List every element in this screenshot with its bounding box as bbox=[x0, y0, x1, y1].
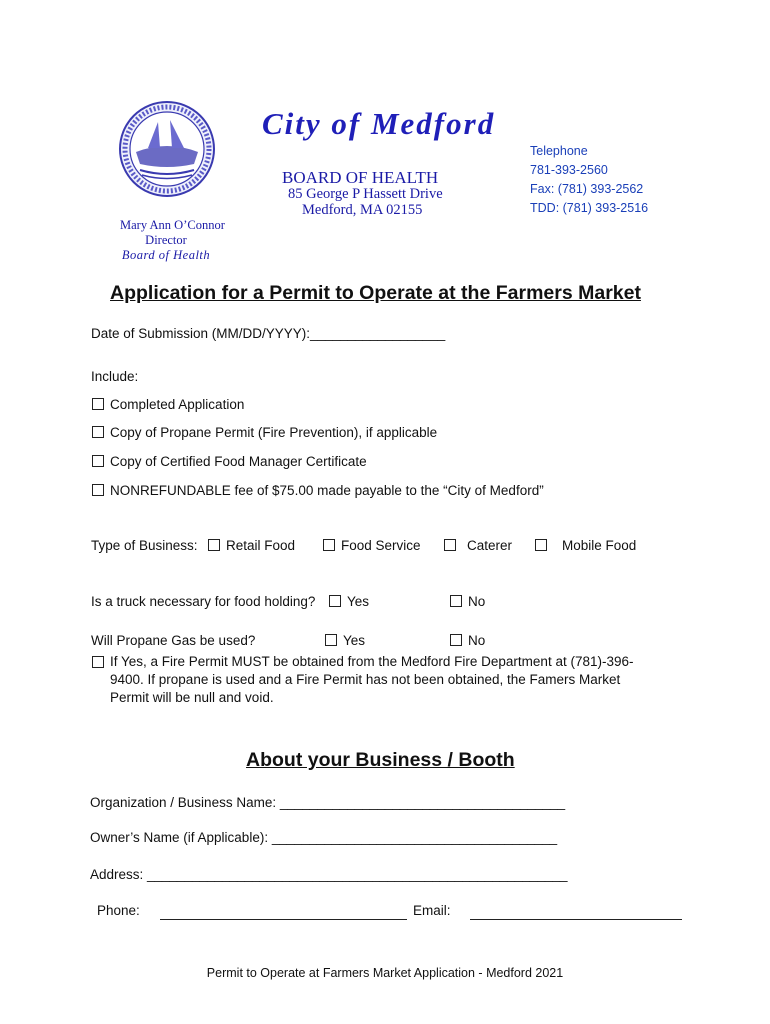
include-item-label: Copy of Propane Permit (Fire Prevention), if applicable bbox=[110, 425, 438, 440]
director-org: Board of Health bbox=[121, 248, 211, 262]
include-item[interactable] bbox=[92, 483, 544, 498]
checkbox[interactable] bbox=[92, 484, 104, 496]
phone-field[interactable] bbox=[160, 919, 407, 920]
truck-question: Is a truck necessary for food holding? bbox=[91, 594, 316, 609]
option-label: Retail Food bbox=[226, 538, 296, 553]
email-label: Email: bbox=[413, 903, 451, 918]
checkbox[interactable] bbox=[92, 656, 104, 668]
submission-date-field[interactable]: Date of Submission (MM/DD/YYYY):__________________ bbox=[91, 326, 446, 341]
city-title: City of Medford bbox=[262, 106, 496, 141]
business-type-label: Type of Business: bbox=[91, 538, 198, 553]
organization-name-field[interactable]: Organization / Business Name: ______________________________________ bbox=[90, 795, 566, 810]
checkbox[interactable] bbox=[208, 539, 220, 551]
business-type-option[interactable] bbox=[444, 538, 512, 553]
propane-question: Will Propane Gas be used? bbox=[91, 633, 256, 648]
board-name: BOARD OF HEALTH bbox=[282, 168, 439, 187]
option-label: Yes bbox=[347, 594, 370, 609]
contact-block bbox=[530, 142, 648, 218]
checkbox[interactable] bbox=[92, 398, 104, 410]
fax-number: Fax: (781) 393-2562 bbox=[530, 182, 644, 196]
truck-yes-option[interactable] bbox=[329, 594, 369, 609]
city-seal-icon bbox=[118, 100, 216, 198]
checkbox[interactable] bbox=[325, 634, 337, 646]
option-label: Caterer bbox=[467, 538, 513, 553]
option-label: Yes bbox=[343, 633, 366, 648]
include-item[interactable] bbox=[92, 425, 437, 440]
option-label: No bbox=[468, 594, 486, 609]
business-section-title: About your Business / Booth bbox=[246, 749, 515, 771]
address-field[interactable]: Address: ________________________________________________________ bbox=[90, 867, 568, 882]
telephone-number: 781-393-2560 bbox=[530, 163, 608, 177]
telephone-label: Telephone bbox=[530, 144, 588, 158]
business-type-option[interactable] bbox=[535, 538, 636, 553]
email-field[interactable] bbox=[470, 919, 682, 920]
business-type-option[interactable] bbox=[323, 538, 421, 553]
director-name: Mary Ann O’Connor bbox=[120, 218, 225, 232]
tdd-number: TDD: (781) 393-2516 bbox=[530, 201, 649, 215]
include-item[interactable] bbox=[92, 454, 367, 469]
checkbox[interactable] bbox=[92, 426, 104, 438]
address-line-1: 85 George P Hassett Drive bbox=[288, 186, 443, 202]
option-label: No bbox=[468, 633, 486, 648]
checkbox[interactable] bbox=[92, 455, 104, 467]
option-label: Food Service bbox=[341, 538, 421, 553]
form-title: Application for a Permit to Operate at the Farmers Market bbox=[110, 282, 641, 304]
director-title: Director bbox=[145, 233, 187, 247]
option-label: Mobile Food bbox=[562, 538, 637, 553]
include-item-label: Completed Application bbox=[110, 397, 245, 412]
checkbox[interactable] bbox=[450, 595, 462, 607]
include-item[interactable] bbox=[92, 397, 244, 412]
include-item-label: NONREFUNDABLE fee of $75.00 made payable to the “City of Medford” bbox=[110, 483, 544, 498]
include-item-label: Copy of Certified Food Manager Certificate bbox=[110, 454, 367, 469]
business-type-option[interactable] bbox=[208, 538, 295, 553]
address-line-2: Medford, MA 02155 bbox=[302, 202, 423, 218]
checkbox[interactable] bbox=[444, 539, 456, 551]
page-footer: Permit to Operate at Farmers Market Application - Medford 2021 bbox=[206, 966, 564, 980]
truck-no-option[interactable] bbox=[450, 594, 485, 609]
owner-name-field[interactable]: Owner’s Name (if Applicable): ______________________________________ bbox=[90, 830, 558, 845]
include-label: Include: bbox=[91, 369, 139, 384]
checkbox[interactable] bbox=[535, 539, 547, 551]
checkbox[interactable] bbox=[323, 539, 335, 551]
director-block bbox=[120, 218, 225, 263]
fire-permit-note-text: If Yes, a Fire Permit MUST be obtained from the Medford Fire Department at (781)-396-9400. If propane is used and a Fire Permit has not been obtained, the Famers Market Permit will be null and void. bbox=[110, 654, 634, 705]
checkbox[interactable] bbox=[329, 595, 341, 607]
checkbox[interactable] bbox=[450, 634, 462, 646]
propane-no-option[interactable] bbox=[450, 633, 485, 648]
phone-label: Phone: bbox=[97, 903, 140, 918]
propane-yes-option[interactable] bbox=[325, 633, 365, 648]
